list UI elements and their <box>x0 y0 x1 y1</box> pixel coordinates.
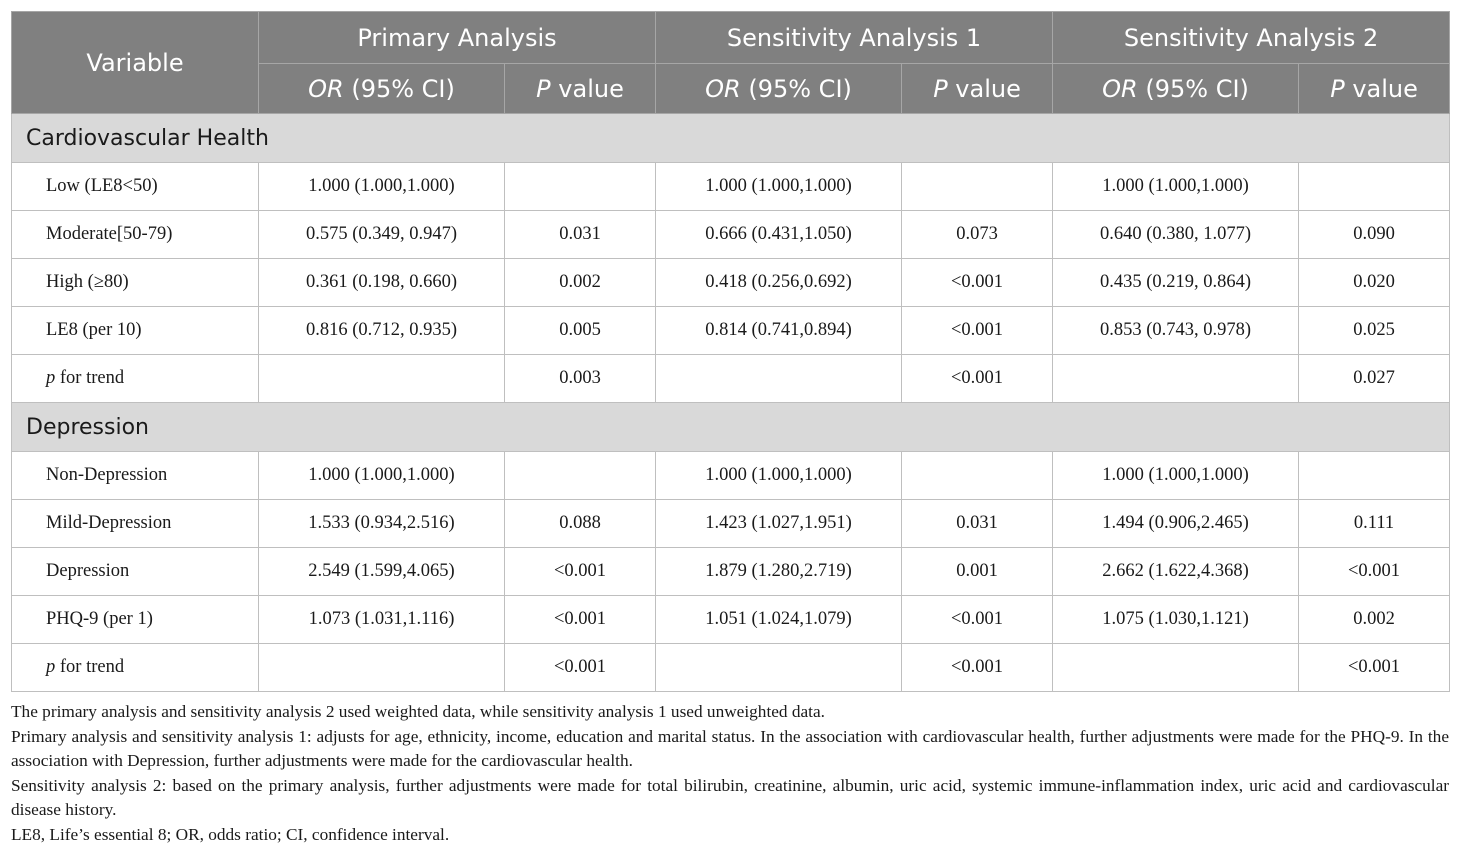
p-value-header: P value <box>1299 64 1450 114</box>
section-row <box>12 403 1450 452</box>
group-header-primary: Primary Analysis <box>259 12 656 64</box>
or-ci-cell: 1.000 (1.000,1.000) <box>656 163 902 211</box>
p-value-cell <box>1299 452 1450 500</box>
or-ci-cell: 2.662 (1.622,4.368) <box>1053 548 1299 596</box>
p-value-header: P value <box>902 64 1053 114</box>
p-value-cell: 0.003 <box>505 355 656 403</box>
table-row <box>12 548 1450 596</box>
p-value-cell <box>1299 163 1450 211</box>
or-ci-cell: 1.000 (1.000,1.000) <box>259 163 505 211</box>
or-ci-cell: 1.075 (1.030,1.121) <box>1053 596 1299 644</box>
variable-label: High (≥80) <box>12 259 259 307</box>
or-ci-cell: 2.549 (1.599,4.065) <box>259 548 505 596</box>
or-ci-cell: 1.423 (1.027,1.951) <box>656 500 902 548</box>
p-value-cell: 0.002 <box>505 259 656 307</box>
or-ci-cell: 1.051 (1.024,1.079) <box>656 596 902 644</box>
or-ci-header: OR (95% CI) <box>1053 64 1299 114</box>
p-value-cell: <0.001 <box>902 644 1053 692</box>
p-value-cell: <0.001 <box>902 355 1053 403</box>
p-value-cell: <0.001 <box>1299 644 1450 692</box>
p-value-cell <box>505 452 656 500</box>
p-value-header: P value <box>505 64 656 114</box>
footnote: Primary analysis and sensitivity analysis 1: adjusts for age, ethnicity, income, education and marital status. In the association with cardiovascular health, further adjustments were made for the PHQ-9. In the association with Depression, further adjustments were made for the cardiovascular health. <box>11 726 1449 770</box>
p-value-cell: 0.031 <box>902 500 1053 548</box>
section-title: Cardiovascular Health <box>12 114 1450 163</box>
or-ci-cell <box>259 644 505 692</box>
table-container <box>11 11 1449 847</box>
variable-label: Low (LE8<50) <box>12 163 259 211</box>
table-header <box>12 12 1450 114</box>
or-ci-cell <box>1053 355 1299 403</box>
variable-label: Moderate[50-79) <box>12 211 259 259</box>
table-row <box>12 307 1450 355</box>
p-value-cell: <0.001 <box>902 259 1053 307</box>
or-ci-cell: 1.879 (1.280,2.719) <box>656 548 902 596</box>
variable-label: p for trend <box>12 644 259 692</box>
group-header-sensitivity-2: Sensitivity Analysis 2 <box>1053 12 1450 64</box>
or-ci-cell: 0.640 (0.380, 1.077) <box>1053 211 1299 259</box>
p-value-cell: 0.088 <box>505 500 656 548</box>
or-ci-cell: 0.666 (0.431,1.050) <box>656 211 902 259</box>
or-ci-cell: 0.418 (0.256,0.692) <box>656 259 902 307</box>
or-ci-cell: 0.361 (0.198, 0.660) <box>259 259 505 307</box>
variable-label: Non-Depression <box>12 452 259 500</box>
variable-header: Variable <box>12 12 259 114</box>
p-value-cell <box>902 452 1053 500</box>
or-ci-header: OR (95% CI) <box>259 64 505 114</box>
p-value-cell: 0.111 <box>1299 500 1450 548</box>
variable-label: p for trend <box>12 355 259 403</box>
or-ci-cell <box>1053 644 1299 692</box>
section-title: Depression <box>12 403 1450 452</box>
footnote: The primary analysis and sensitivity analysis 2 used weighted data, while sensitivity analysis 1 used unweighted data. <box>11 702 825 721</box>
table-body <box>12 114 1450 692</box>
footnote: LE8, Life’s essential 8; OR, odds ratio; CI, confidence interval. <box>11 824 450 844</box>
or-ci-cell <box>259 355 505 403</box>
or-ci-cell: 1.000 (1.000,1.000) <box>656 452 902 500</box>
or-ci-cell: 0.814 (0.741,0.894) <box>656 307 902 355</box>
p-value-cell: 0.073 <box>902 211 1053 259</box>
p-value-cell: 0.027 <box>1299 355 1450 403</box>
p-value-cell <box>902 163 1053 211</box>
table-row <box>12 355 1450 403</box>
or-ci-cell: 1.533 (0.934,2.516) <box>259 500 505 548</box>
p-value-cell <box>505 163 656 211</box>
p-value-cell: <0.001 <box>505 596 656 644</box>
variable-label: Mild-Depression <box>12 500 259 548</box>
p-value-cell: <0.001 <box>902 596 1053 644</box>
table-footnotes <box>11 700 1449 847</box>
variable-label: Depression <box>12 548 259 596</box>
or-ci-cell: 1.494 (0.906,2.465) <box>1053 500 1299 548</box>
p-value-cell: 0.020 <box>1299 259 1450 307</box>
p-value-cell: 0.025 <box>1299 307 1450 355</box>
p-value-cell: <0.001 <box>902 307 1053 355</box>
or-ci-cell: 0.816 (0.712, 0.935) <box>259 307 505 355</box>
table-row <box>12 259 1450 307</box>
or-ci-cell: 0.435 (0.219, 0.864) <box>1053 259 1299 307</box>
footnote: Sensitivity analysis 2: based on the primary analysis, further adjustments were made for total bilirubin, creatinine, albumin, uric acid, systemic immune-inflammation index, uric acid and cardiovascular disease history. <box>11 775 1449 819</box>
or-ci-cell: 0.853 (0.743, 0.978) <box>1053 307 1299 355</box>
table-row <box>12 644 1450 692</box>
group-header-sensitivity-1: Sensitivity Analysis 1 <box>656 12 1053 64</box>
p-value-cell: 0.031 <box>505 211 656 259</box>
p-value-cell: <0.001 <box>505 644 656 692</box>
table-row <box>12 596 1450 644</box>
or-ci-cell: 0.575 (0.349, 0.947) <box>259 211 505 259</box>
or-ci-cell: 1.000 (1.000,1.000) <box>259 452 505 500</box>
or-ci-cell: 1.000 (1.000,1.000) <box>1053 163 1299 211</box>
or-ci-cell <box>656 355 902 403</box>
table-row <box>12 452 1450 500</box>
p-value-cell: <0.001 <box>505 548 656 596</box>
table-row <box>12 500 1450 548</box>
or-ci-cell: 1.073 (1.031,1.116) <box>259 596 505 644</box>
p-value-cell: 0.002 <box>1299 596 1450 644</box>
p-value-cell: 0.001 <box>902 548 1053 596</box>
section-row <box>12 114 1450 163</box>
or-ci-header: OR (95% CI) <box>656 64 902 114</box>
p-value-cell: <0.001 <box>1299 548 1450 596</box>
or-ci-cell <box>656 644 902 692</box>
or-ci-cell: 1.000 (1.000,1.000) <box>1053 452 1299 500</box>
p-value-cell: 0.090 <box>1299 211 1450 259</box>
table-row <box>12 211 1450 259</box>
variable-label: LE8 (per 10) <box>12 307 259 355</box>
p-value-cell: 0.005 <box>505 307 656 355</box>
results-table <box>11 11 1450 692</box>
table-row <box>12 163 1450 211</box>
variable-label: PHQ-9 (per 1) <box>12 596 259 644</box>
